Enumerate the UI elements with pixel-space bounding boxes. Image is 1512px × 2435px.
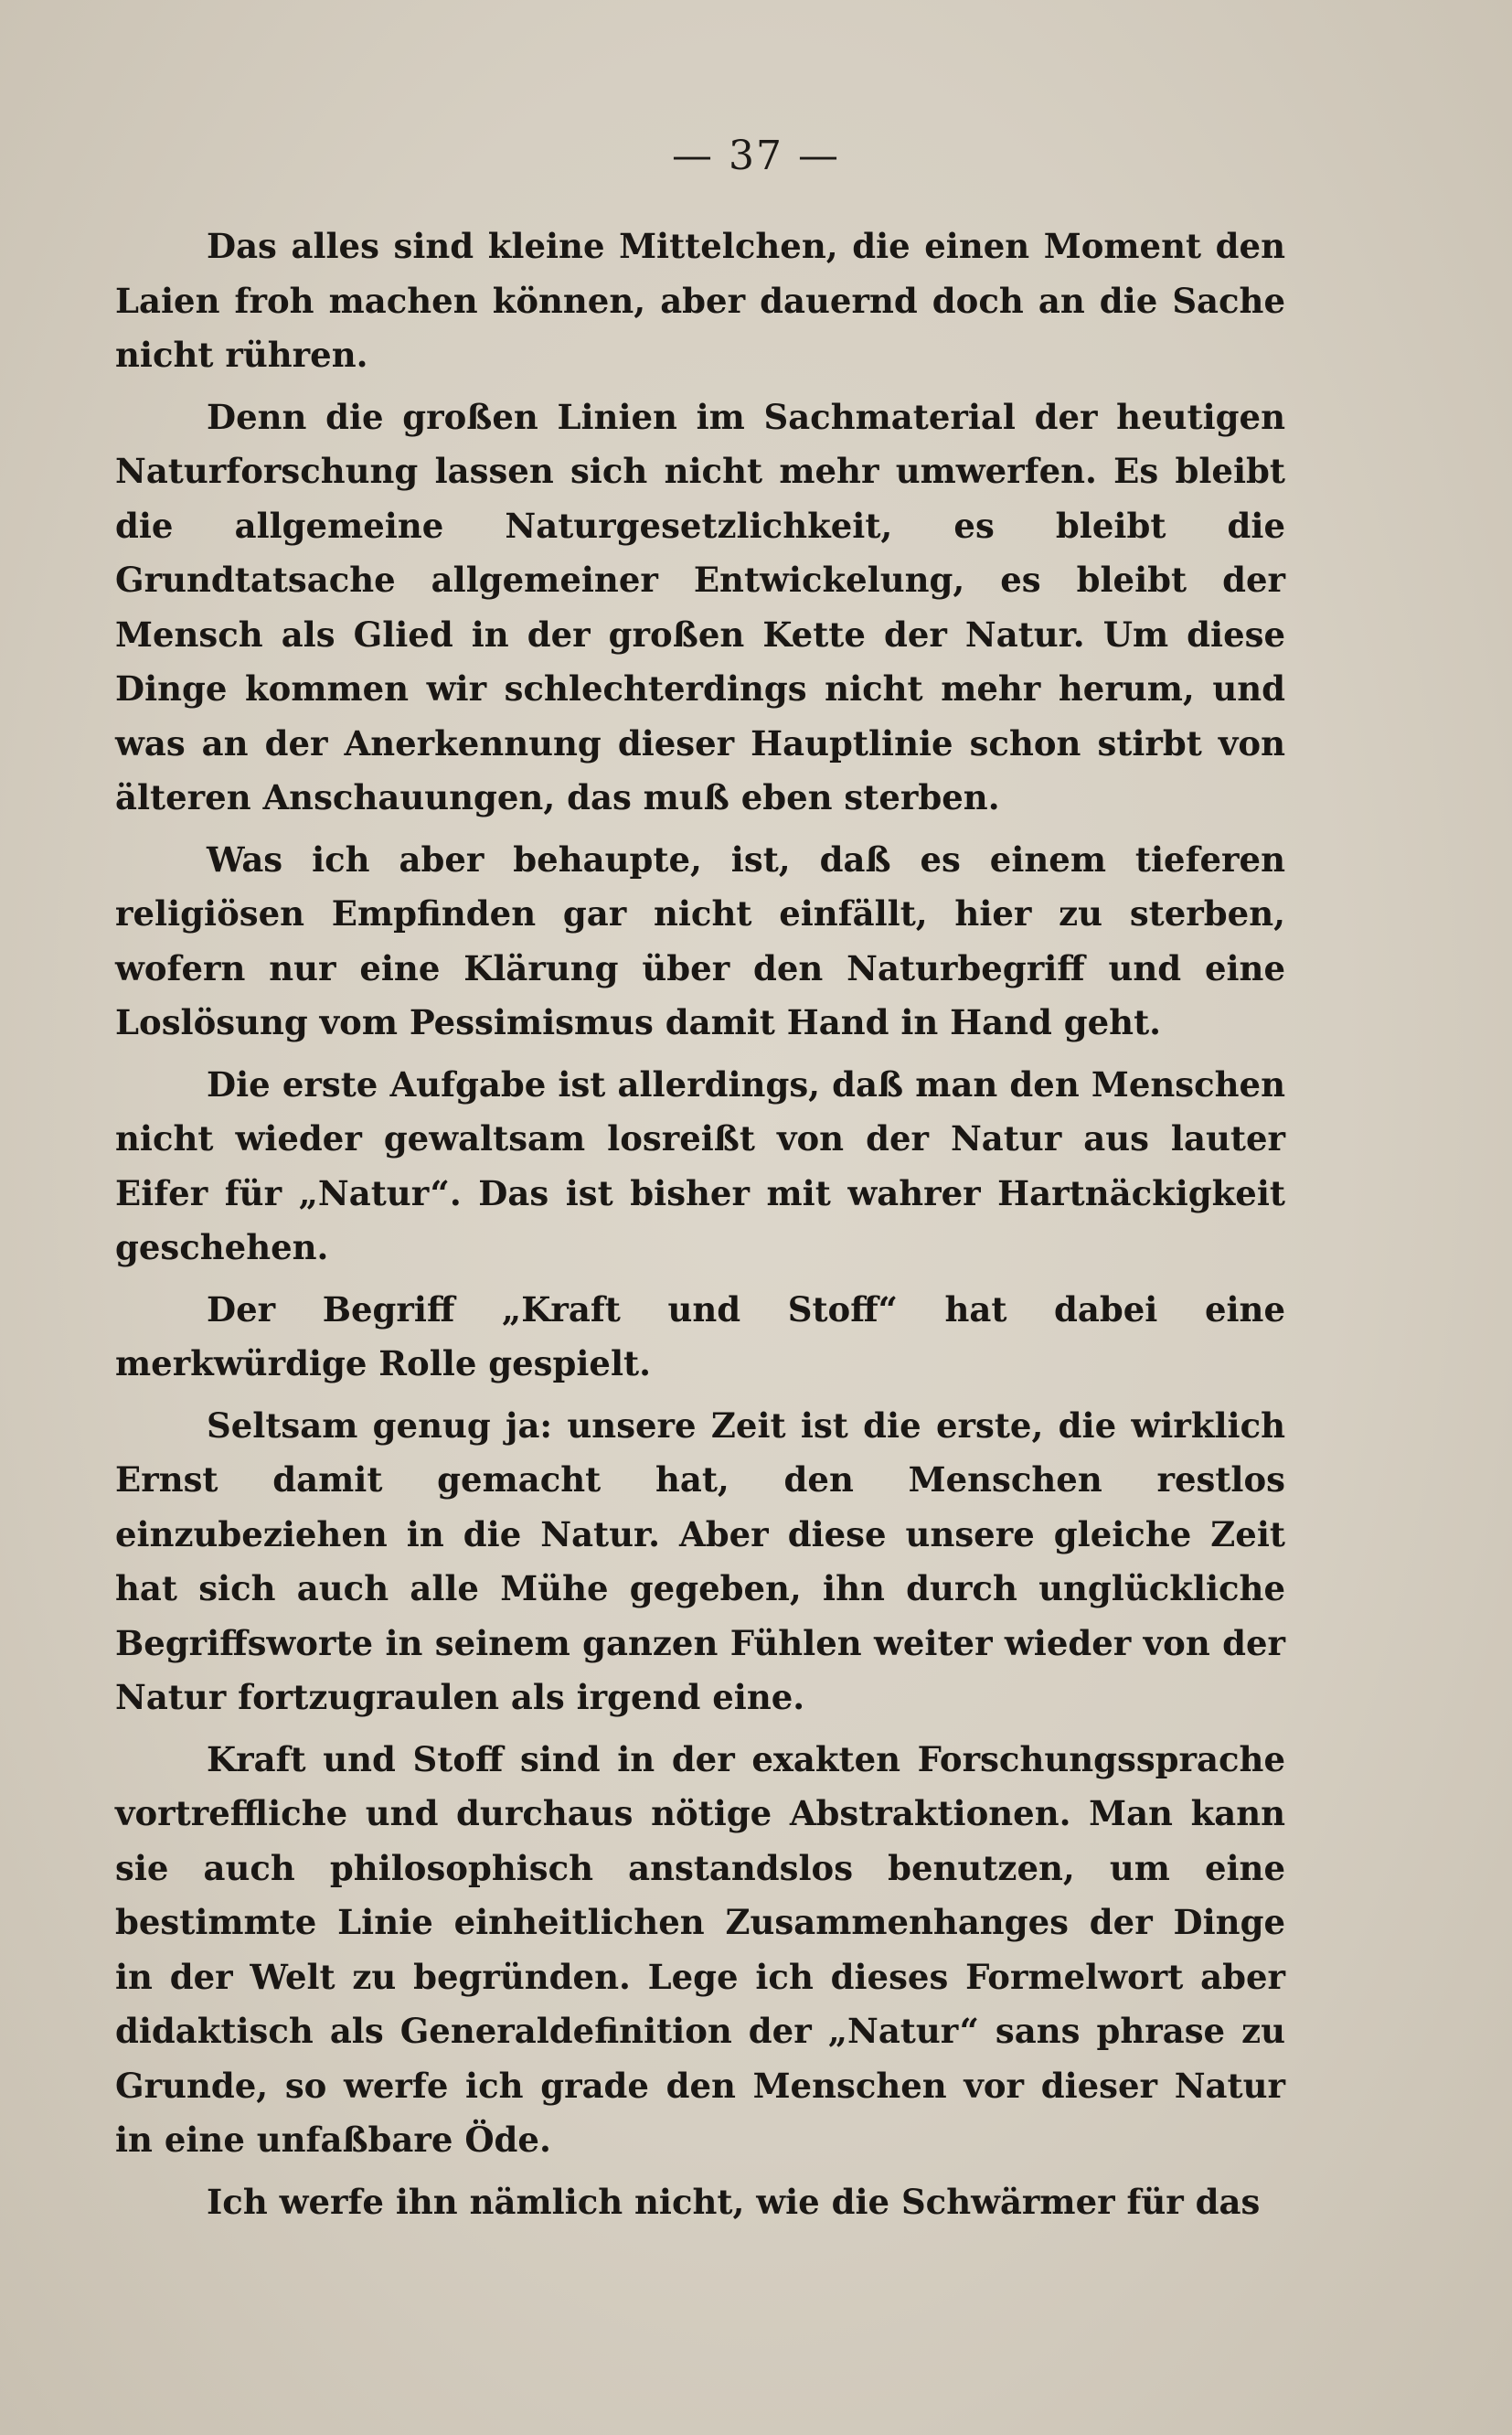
paragraph-2: Denn die großen Linien im Sachmaterial der heutigen Naturforschung lassen sich nicht mehr umwerfen. Es bleibt die allgemeine Naturgesetzlichkeit, es bleibt die Grundtatsache allgemeiner Entwickelung, es bleibt der Mensch als Glied in der großen Kette der Natur. Um diese Dinge kommen wir schlechterdings nicht mehr herum, und was an der Anerkennung dieser Hauptlinie schon stirbt von älteren Anschauungen, das muß eben sterben. [115,396,1285,817]
paragraph-4: Die erste Aufgabe ist allerdings, daß man den Menschen nicht wieder gewaltsam losreißt von der Natur aus lauter Eifer für „Natur“. Das ist bisher mit wahrer Hartnäckigkeit geschehen. [115,1063,1285,1267]
paragraph-7: Kraft und Stoff sind in der exakten Forschungssprache vortreffliche und durchaus nötige Abstraktionen. Man kann sie auch philosophisch anstandslos benutzen, um eine bestimmte Linie einheitlichen Zusammenhanges der Dinge in der Welt zu begründen. Lege ich dieses Formelwort aber didaktisch als Generaldefinition der „Natur“ sans phrase zu Grunde, so werfe ich grade den Menschen vor dieser Natur in eine unfaßbare Öde. [115,1738,1285,2160]
body-text [115,219,1285,2237]
page-number: — 37 — [672,133,840,179]
paragraph-8: Ich werfe ihn nämlich nicht, wie die Schwärmer für das [207,2181,1261,2222]
paragraph-3: Was ich aber behaupte, ist, daß es einem tieferen religiösen Empfinden gar nicht einfällt, hier zu sterben, wofern nur eine Klärung über den Naturbegriff und eine Loslösung vom Pessimismus damit Hand in Hand geht. [115,838,1285,1042]
paragraph-5: Der Begriff „Kraft und Stoff“ hat dabei eine merkwürdige Rolle gespielt. [115,1288,1285,1383]
paragraph-1: Das alles sind kleine Mittelchen, die einen Moment den Laien froh machen können, aber dauernd doch an die Sache nicht rühren. [115,226,1285,375]
paragraph-6: Seltsam genug ja: unsere Zeit ist die erste, die wirklich Ernst damit gemacht hat, den Menschen restlos einzubeziehen in die Natur. Aber diese unsere gleiche Zeit hat sich auch alle Mühe gegeben, ihn durch unglückliche Begriffsworte in seinem ganzen Fühlen weiter wieder von der Natur fortzugraulen als irgend eine. [115,1404,1285,1717]
